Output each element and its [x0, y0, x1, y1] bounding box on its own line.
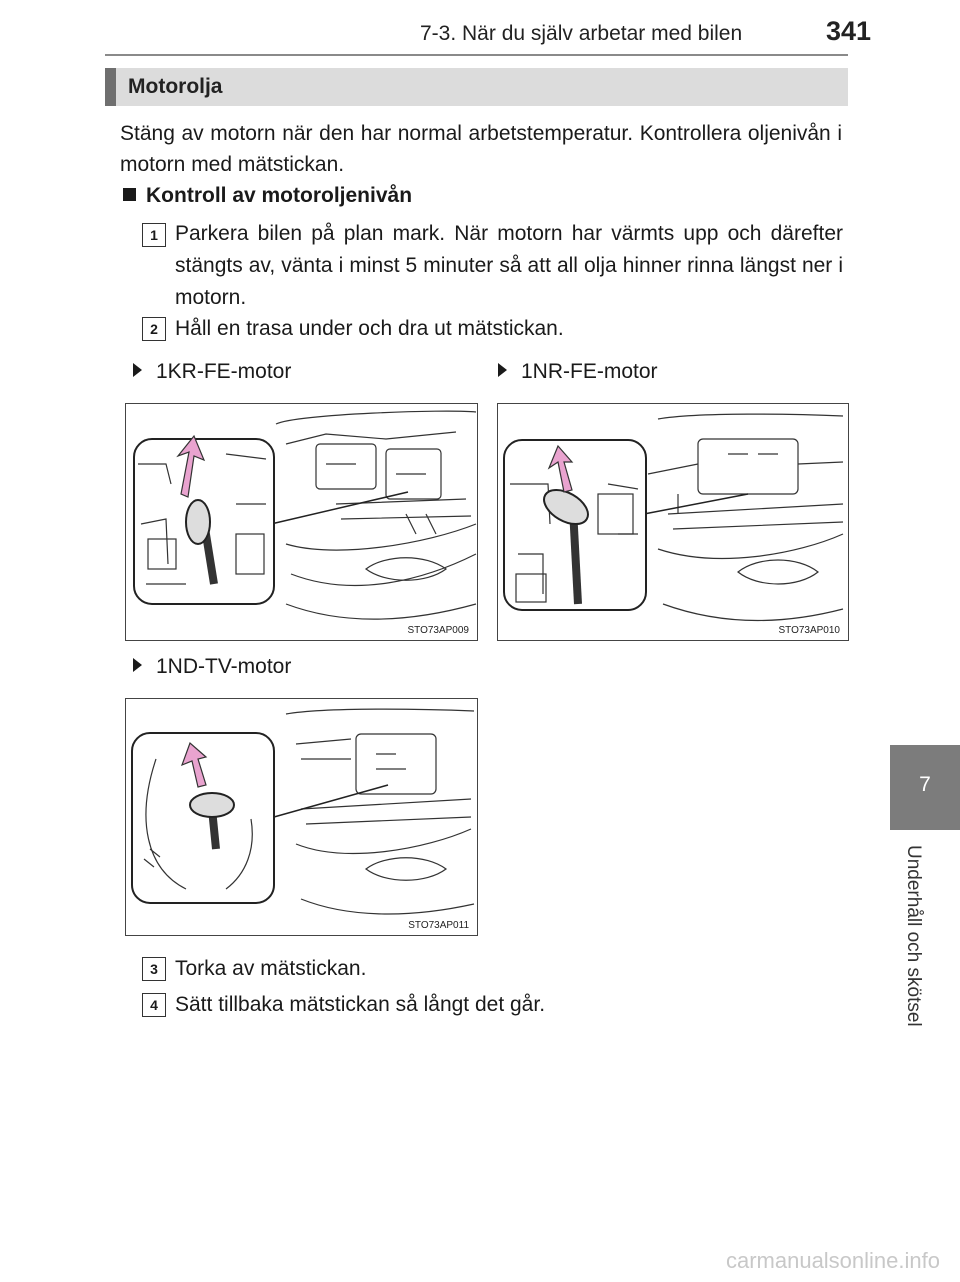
- illustration-code: STO73AP009: [407, 625, 469, 636]
- step-number-1: 1: [142, 223, 166, 247]
- sub-heading-text: Kontroll av motoroljenivån: [146, 184, 413, 207]
- illustration-code: STO73AP011: [408, 920, 469, 931]
- chapter-tab: [890, 745, 960, 830]
- engine-bay-drawing: [498, 404, 848, 640]
- sub-heading: [123, 184, 412, 208]
- triangle-bullet-icon: [133, 658, 142, 672]
- page-number: 341: [826, 16, 872, 46]
- illustration-code: STO73AP010: [778, 625, 840, 636]
- intro-paragraph: Stäng av motorn när den har normal arbetstemperatur. Kontrollera oljenivån i motorn med mätstickan.: [120, 122, 842, 176]
- step-text-3: Torka av mätstickan.: [175, 957, 367, 980]
- triangle-bullet-icon: [498, 363, 507, 377]
- engine-illustration-1nd: [125, 698, 478, 936]
- watermark: carmanualsonline.info: [725, 1248, 940, 1273]
- step-number-3: 3: [142, 957, 166, 981]
- square-bullet-icon: [123, 188, 136, 201]
- engine-label-1nr: 1NR-FE-motor: [498, 360, 658, 384]
- engine-label-1nd: 1ND-TV-motor: [133, 655, 291, 679]
- chapter-label: Underhåll och skötsel: [903, 845, 924, 1027]
- step-text-1: Parkera bilen på plan mark. När motorn har värmts upp och därefter stängts av, vänta i minst 5 minuter så att all olja hinner rinna längst ner i motorn.: [175, 222, 843, 309]
- engine-illustration-1nr: [497, 403, 849, 641]
- section-bar: [105, 68, 848, 106]
- engine-bay-drawing: [126, 404, 477, 640]
- section-title: Motorolja: [128, 75, 223, 98]
- header-rule: [105, 54, 848, 56]
- engine-bay-drawing: [126, 699, 477, 935]
- chapter-number: 7: [919, 773, 931, 796]
- step-number-4: 4: [142, 993, 166, 1017]
- engine-label-1kr: 1KR-FE-motor: [133, 360, 291, 384]
- triangle-bullet-icon: [133, 363, 142, 377]
- step-text-2: Håll en trasa under och dra ut mätstickan.: [175, 317, 564, 340]
- step-text-4: Sätt tillbaka mätstickan så långt det går.: [175, 993, 546, 1016]
- header-title: 7-3. När du själv arbetar med bilen: [420, 22, 743, 45]
- step-number-2: 2: [142, 317, 166, 341]
- engine-illustration-1kr: [125, 403, 478, 641]
